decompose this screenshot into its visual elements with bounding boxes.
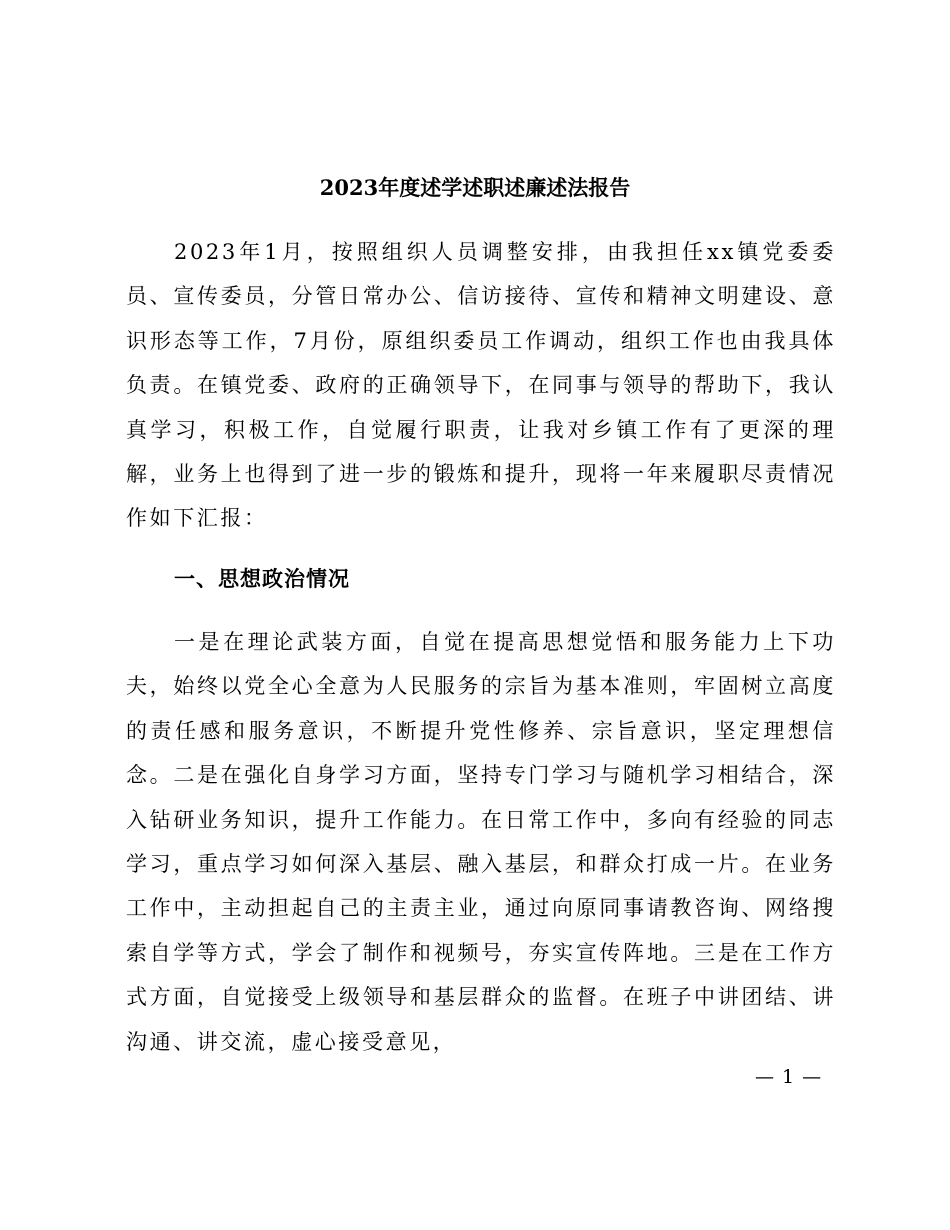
document-title: 2023年度述学述职述廉述法报告 xyxy=(319,175,631,200)
paragraph-intro: 2023年1月，按照组织人员调整安排，由我担任xx镇党委委员、宣传委员，分管日常办公、信访接待、宣传和精神文明建设、意识形态等工作，7月份，原组织委员工作调动，组织工作也由我具体负责。在镇党委、政府的正确领导下，在同事与领导的帮助下，我认真学习，积极工作，自觉履行职责，让我对乡镇工作有了更深的理解，业务上也得到了进一步的锻炼和提升，现将一年来履职尽责情况作如下汇报： xyxy=(126,240,836,531)
section-heading-ideology: 一、思想政治情况 xyxy=(174,567,350,591)
page-number: — 1 — xyxy=(755,1066,823,1088)
paragraph-ideology: 一是在理论武装方面，自觉在提高思想觉悟和服务能力上下功夫，始终以党全心全意为人民服务的宗旨为基本准则，牢固树立高度的责任感和服务意识，不断提升党性修养、宗旨意识，坚定理想信念。二是在强化自身学习方面，坚持专门学习与随机学习相结合，深入钻研业务知识，提升工作能力。在日常工作中，多向有经验的同志学习，重点学习如何深入基层、融入基层，和群众打成一片。在业务工作中，主动担起自己的主责主业，通过向原同事请教咨询、网络搜索自学等方式，学会了制作和视频号，夯实宣传阵地。三是在工作方式方面，自觉接受上级领导和基层群众的监督。在班子中讲团结、讲沟通、讲交流，虚心接受意见， xyxy=(126,630,836,1054)
